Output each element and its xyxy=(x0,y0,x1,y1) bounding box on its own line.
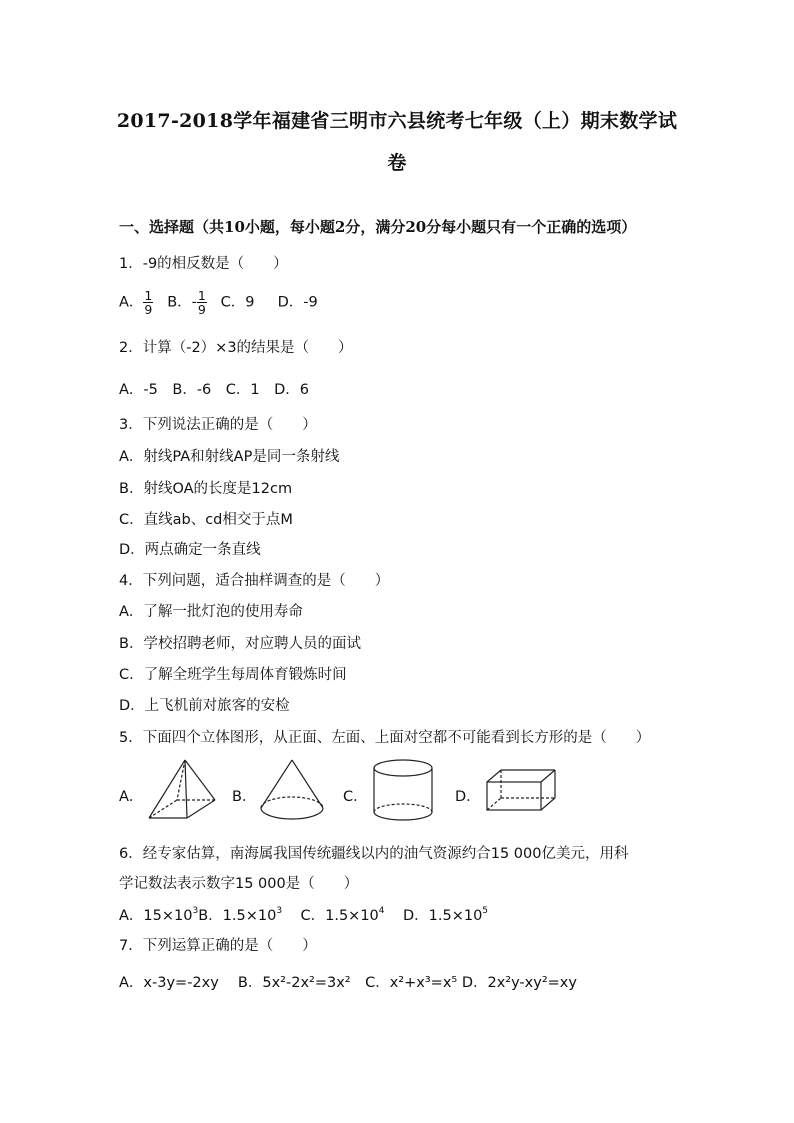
cone-figure xyxy=(257,758,327,824)
question-5-stem: 5．下面四个立体图形，从正面、左面、上面对空都不可能看到长方形的是（ ） xyxy=(119,730,651,746)
q6-option-a: A．$15\times 10^3$ xyxy=(119,906,199,924)
pyramid-figure xyxy=(145,758,219,824)
question-3-option-c: C．直线ab、cd相交于点M xyxy=(119,512,293,528)
question-4-option-d: D．上飞机前对旅客的安检 xyxy=(119,698,290,714)
cylinder-figure xyxy=(371,758,435,824)
question-7-options: A．x-3y=-2xy B．5x²-2x²=3x² C．x²+x³=x⁵ D．2x²y-xy²=xy xyxy=(119,975,577,991)
q6-option-d: D．$1.5\times 10^5$ xyxy=(402,906,489,924)
question-3-option-b: B．射线OA的长度是12cm xyxy=(119,481,293,497)
q1-option-b-fraction: $\frac{1}{9}$ xyxy=(197,288,206,318)
question-4-option-b: B．学校招聘老师，对应聘人员的面试 xyxy=(119,636,361,652)
page-title: 2017-2018学年福建省三明市六县统考七年级（上）期末数学试 xyxy=(116,110,678,132)
q6-option-c: C．$1.5\times 10^4$ xyxy=(300,906,385,924)
question-3-stem: 3．下列说法正确的是（ ） xyxy=(119,417,317,433)
question-2-options: A．-5 B．-6 C．1 D．6 xyxy=(119,382,310,398)
question-1-stem: 1．-9的相反数是（ ） xyxy=(119,256,288,272)
q5-option-b-label: B． xyxy=(232,789,257,805)
q5-option-a-label: A． xyxy=(119,789,144,805)
question-7-stem: 7．下列运算正确的是（ ） xyxy=(119,938,317,954)
q5-option-c-label: C． xyxy=(343,789,368,805)
q1-option-b-label: B．- xyxy=(167,294,197,311)
q1-option-a-label: A． xyxy=(119,294,144,311)
q6-option-b: B．$1.5\times 10^3$ xyxy=(198,906,283,924)
cuboid-figure xyxy=(484,758,560,824)
q1-option-d: D．-9 xyxy=(277,294,318,311)
question-4-option-c: C．了解全班学生每周体育锻炼时间 xyxy=(119,667,347,683)
section-heading: 一、选择题（共10小题，每小题2分，满分20分每小题只有一个正确的选项） xyxy=(119,218,637,236)
question-4-stem: 4．下列问题，适合抽样调查的是（ ） xyxy=(119,573,390,589)
question-6-stem-continued: 学记数法表示数字15 000是（ ） xyxy=(119,876,359,892)
q1-option-c: C．9 xyxy=(220,294,255,311)
page-title-continued: 卷 xyxy=(387,152,407,174)
question-1-options xyxy=(119,289,318,316)
question-6-stem: 6．经专家估算，南海属我国传统疆线以内的油气资源约合15 000亿美元，用科 xyxy=(119,846,629,862)
question-6-options xyxy=(119,904,488,925)
question-4-option-a: A．了解一批灯泡的使用寿命 xyxy=(119,604,303,620)
question-3-option-a: A．射线PA和射线AP是同一条射线 xyxy=(119,449,340,465)
q1-option-a-fraction: $\frac{1}{9}$ xyxy=(144,288,153,318)
question-3-option-d: D．两点确定一条直线 xyxy=(119,542,261,558)
question-2-stem: 2．计算（-2）×3的结果是（ ） xyxy=(119,340,353,356)
question-5-figures xyxy=(119,758,679,838)
q5-option-d-label: D． xyxy=(455,789,481,805)
